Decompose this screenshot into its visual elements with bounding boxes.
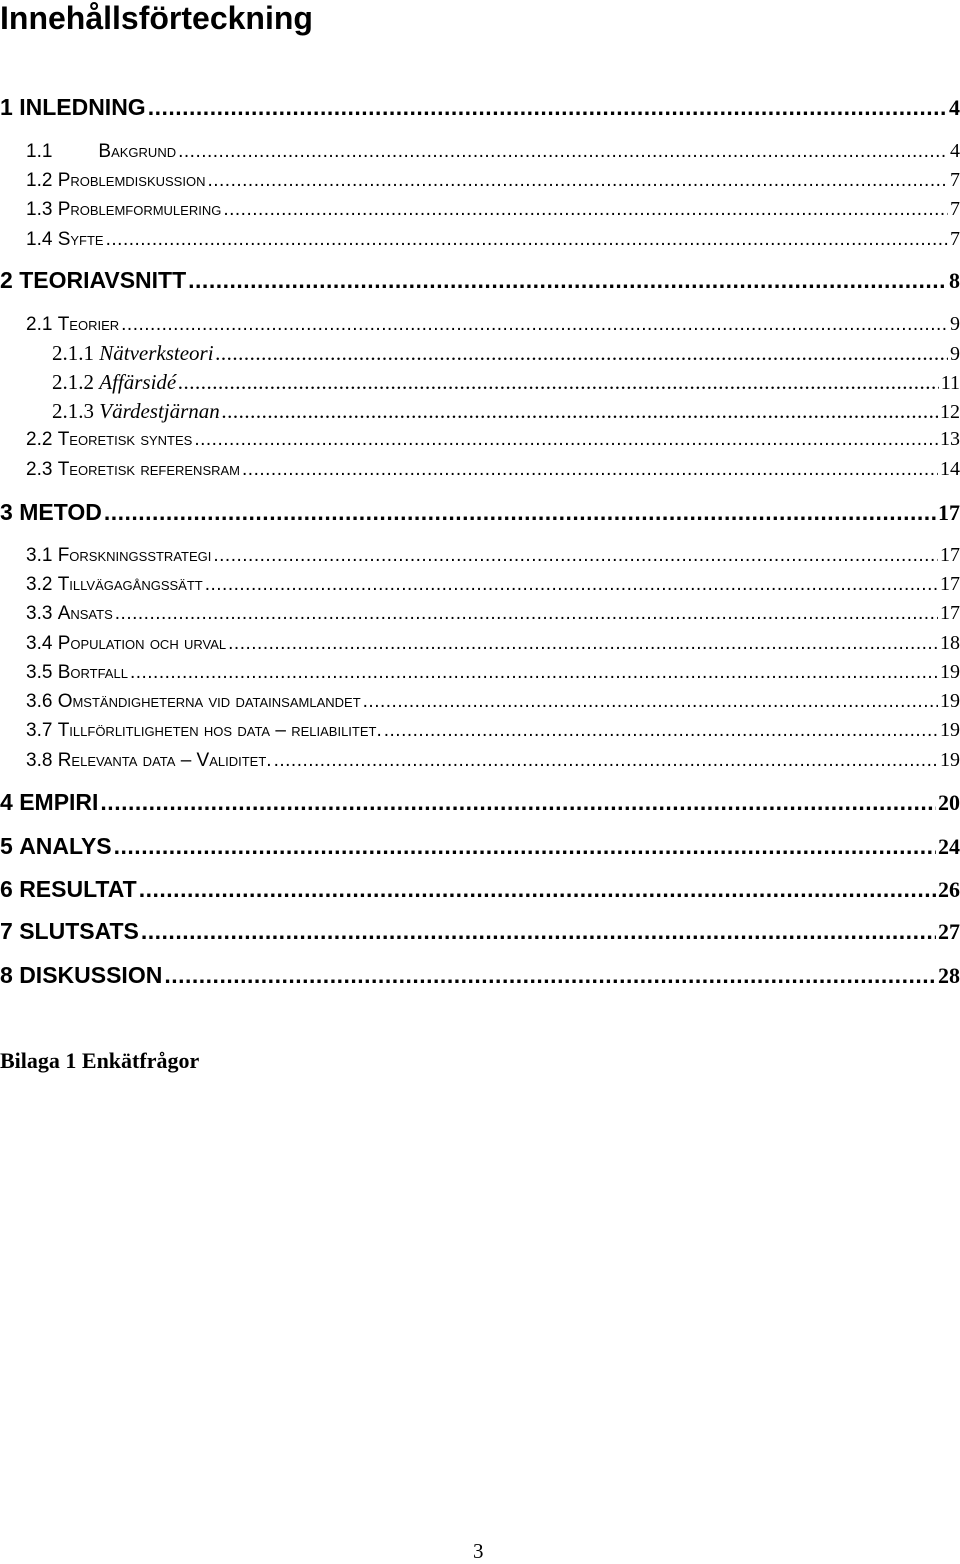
toc-entry[interactable]	[26, 602, 960, 625]
toc-entry-number: 1.2	[26, 170, 53, 191]
toc-entry-page: 19	[940, 661, 960, 683]
dot-leader	[222, 399, 938, 424]
toc-entry-title: Problemdiskussion	[57, 170, 206, 191]
toc-entry[interactable]	[26, 573, 960, 596]
toc-entry-page: 17	[940, 573, 960, 595]
toc-entry-page: 7	[950, 169, 960, 191]
toc-entry[interactable]	[0, 94, 960, 121]
toc-entry-page: 17	[938, 500, 960, 525]
toc-entry-title: Nätverksteori	[99, 341, 214, 365]
toc-entry-number: 6	[0, 876, 13, 902]
toc-entry[interactable]	[26, 169, 960, 192]
dot-leader	[178, 141, 948, 163]
toc-entry[interactable]	[26, 632, 960, 655]
toc-entry[interactable]	[26, 198, 960, 221]
toc-entry[interactable]	[26, 313, 960, 336]
toc-entry-page: 14	[940, 458, 960, 480]
toc-entry-page: 18	[940, 632, 960, 654]
dot-leader	[223, 199, 948, 221]
toc-entry-page: 7	[950, 228, 960, 250]
toc-entry-number: 3.3	[26, 603, 53, 624]
dot-leader	[194, 429, 938, 451]
page-number: 3	[473, 1539, 484, 1563]
toc-entry-number: 3.8	[26, 750, 53, 771]
toc-entry-title: Bakgrund	[98, 141, 177, 162]
toc-entry-title: Relevanta data – Validitet.	[57, 750, 272, 771]
toc-entry-page: 4	[950, 140, 960, 162]
toc-entry-number: 2	[0, 267, 13, 293]
toc-entry-number: 2.2	[26, 429, 53, 450]
dot-leader	[139, 876, 936, 903]
toc-entry[interactable]	[0, 876, 960, 903]
toc-entry-title: Population och urval	[57, 633, 227, 654]
toc-entry-number: 1.4	[26, 229, 53, 250]
toc-entry-page: 19	[940, 749, 960, 771]
dot-leader	[130, 662, 938, 684]
toc-entry-title: Syfte	[57, 229, 104, 250]
toc-entry-number: 2.1.1	[52, 341, 94, 365]
toc-entry-number: 2.3	[26, 459, 53, 480]
toc-entry-title: Teoretisk syntes	[57, 429, 193, 450]
dot-leader	[205, 574, 938, 596]
dot-leader	[213, 545, 938, 567]
toc-entry-page: 12	[940, 401, 960, 423]
appendix-label: Bilaga 1 Enkätfrågor	[0, 1048, 200, 1073]
toc-entry-title: ANALYS	[19, 833, 112, 859]
dot-leader	[106, 229, 948, 251]
toc-entry-page: 9	[950, 313, 960, 335]
dot-leader	[100, 789, 936, 816]
toc-entry-number: 8	[0, 962, 13, 988]
toc-entry[interactable]	[26, 749, 960, 772]
dot-leader	[228, 633, 938, 655]
toc-entry-page: 17	[940, 602, 960, 624]
toc-entry-title: Teoretisk referensram	[57, 459, 241, 480]
toc-entry-number: 5	[0, 833, 13, 859]
toc-entry-number: 1	[0, 94, 13, 120]
toc-entry-title: Ansats	[57, 603, 113, 624]
toc-entry-page: 4	[949, 95, 960, 120]
toc-entry-number: 1.3	[26, 199, 53, 220]
toc-entry[interactable]	[26, 458, 960, 481]
toc-entry[interactable]	[26, 140, 960, 163]
toc-entry-page: 26	[938, 877, 960, 902]
toc-entry[interactable]	[0, 789, 960, 816]
toc-entry[interactable]	[26, 690, 960, 713]
toc-entry-title: INLEDNING	[19, 94, 146, 120]
toc-entry[interactable]	[0, 499, 960, 526]
dot-leader	[164, 962, 936, 989]
toc-entry-page: 20	[938, 790, 960, 815]
toc-entry-title: EMPIRI	[19, 789, 99, 815]
toc-entry-title: Problemformulering	[57, 199, 222, 220]
toc-entry-number: 7	[0, 918, 13, 944]
toc-entry-number: 3.7	[26, 720, 53, 741]
toc-entry-title: Forskningsstrategi	[57, 545, 212, 566]
dot-leader	[148, 94, 947, 121]
toc-entry-number: 3.6	[26, 691, 53, 712]
toc-entry-title: SLUTSATS	[19, 918, 139, 944]
toc-entry-page: 7	[950, 198, 960, 220]
toc-entry[interactable]	[52, 370, 960, 395]
toc-entry-number: 2.1	[26, 314, 53, 335]
toc-entry-number: 2.1.3	[52, 399, 94, 423]
dot-leader	[121, 314, 948, 336]
toc-entry-number: 4	[0, 789, 13, 815]
toc-entry[interactable]	[26, 428, 960, 451]
toc-entry-page: 17	[940, 544, 960, 566]
toc-entry-title: Affärsidé	[99, 370, 177, 394]
toc-entry[interactable]	[26, 661, 960, 684]
dot-leader	[178, 370, 938, 395]
toc-entry-title: Tillförlitligheten hos data – reliabilitet.	[57, 720, 382, 741]
toc-entry-number: 3.4	[26, 633, 53, 654]
toc-entry-page: 19	[940, 690, 960, 712]
dot-leader	[104, 499, 936, 526]
toc-entry-title: Värdestjärnan	[99, 399, 220, 423]
toc-entry-page: 27	[938, 919, 960, 944]
dot-leader	[274, 750, 938, 772]
toc-entry-number: 1.1	[26, 141, 53, 162]
toc-entry-number: 3.1	[26, 545, 53, 566]
toc-entry-page: 9	[950, 343, 960, 365]
toc-entry-title: Omständigheterna vid datainsamlandet	[57, 691, 361, 712]
dot-leader	[114, 833, 936, 860]
toc-entry-title: TEORIAVSNITT	[19, 267, 187, 293]
toc-entry[interactable]	[52, 399, 960, 424]
dot-leader	[207, 170, 948, 192]
toc-entry[interactable]	[26, 228, 960, 251]
toc-entry-page: 8	[949, 268, 960, 293]
toc-entry-number: 3.2	[26, 574, 53, 595]
dot-leader	[216, 341, 948, 366]
toc-entry-number: 2.1.2	[52, 370, 94, 394]
dot-leader	[115, 603, 938, 625]
toc-entry-title: Bortfall	[57, 662, 128, 683]
toc-entry[interactable]	[26, 544, 960, 567]
toc-entry-title: Teorier	[57, 314, 120, 335]
toc-entry[interactable]	[52, 341, 960, 366]
toc-entry[interactable]	[26, 719, 960, 742]
toc-entry-page: 24	[938, 834, 960, 859]
toc-entry[interactable]	[0, 833, 960, 860]
toc-entry-number: 3	[0, 499, 13, 525]
dot-leader	[141, 918, 936, 945]
dot-leader	[242, 459, 938, 481]
toc-entry-title: DISKUSSION	[19, 962, 163, 988]
toc-entry-page: 11	[940, 372, 960, 394]
toc-entry-page: 28	[938, 963, 960, 988]
dot-leader	[188, 267, 947, 294]
dot-leader	[363, 691, 938, 713]
toc-entry-number: 3.5	[26, 662, 53, 683]
toc-entry-title: RESULTAT	[19, 876, 137, 902]
toc-entry-page: 13	[940, 428, 960, 450]
toc-entry-page: 19	[940, 719, 960, 741]
toc-entry-title: METOD	[19, 499, 102, 525]
dot-leader	[384, 720, 938, 742]
toc-entry[interactable]	[0, 267, 960, 294]
page-title: Innehållsförteckning	[0, 0, 313, 36]
toc-entry-title: Tillvägagångssätt	[57, 574, 203, 595]
toc-entry[interactable]	[0, 918, 960, 945]
toc-entry[interactable]	[0, 962, 960, 989]
